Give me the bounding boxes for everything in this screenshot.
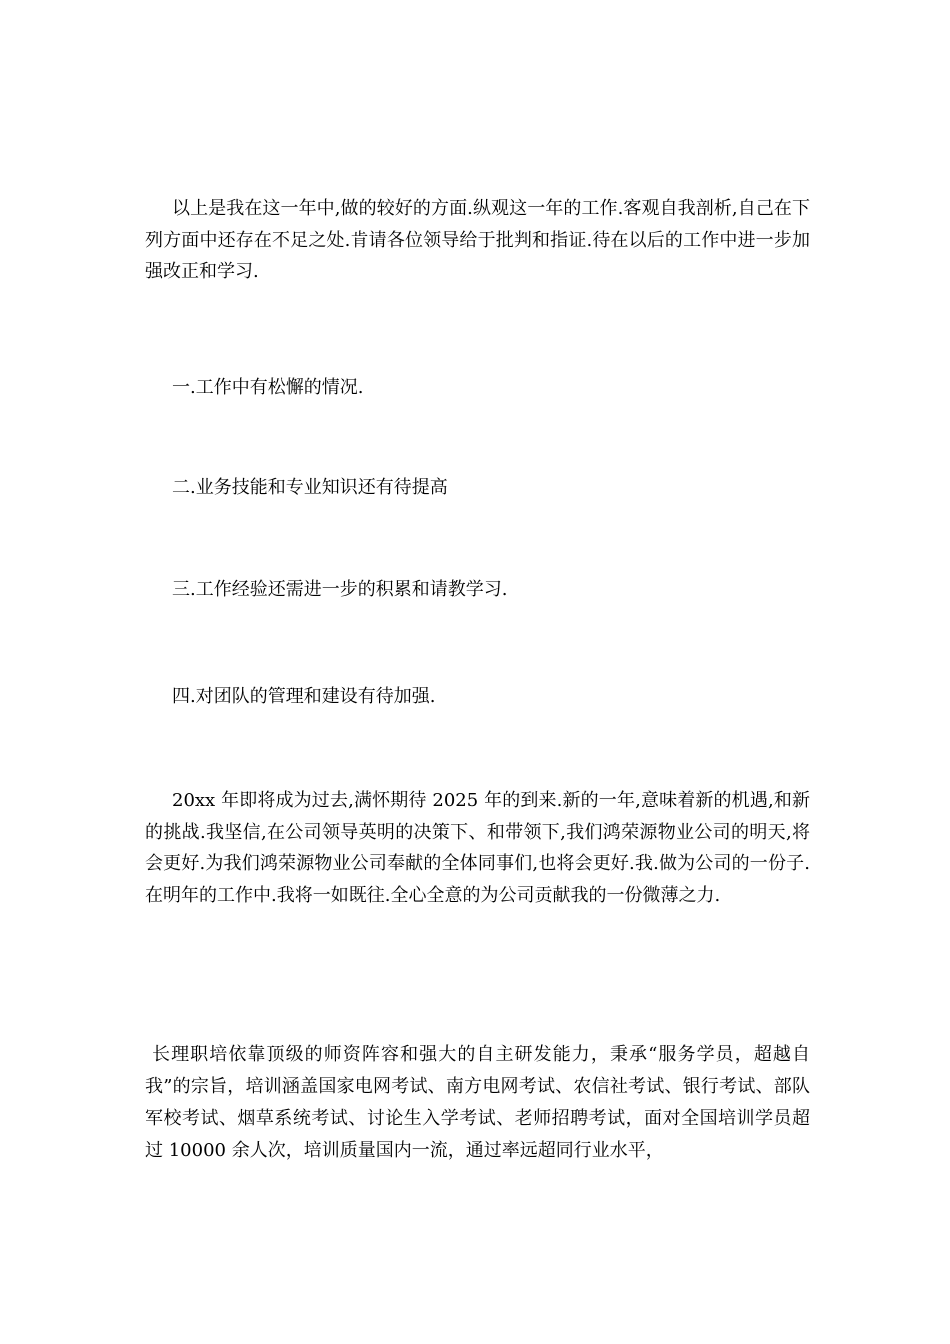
outlook-paragraph: 20xx 年即将成为过去,满怀期待 2025 年的到来.新的一年,意味着新的机遇,和新的挑战.我坚信,在公司领导英明的决策下、和带领下,我们鸿荣源物业公司的明天,将会更好.为我们鸿荣源物业公司奉献的全体同事们,也将会更好.我.做为公司的一份子.在明年的工作中.我将一如既往.全心全意的为公司贡献我的一份微薄之力. (145, 790, 810, 906)
training-ad-paragraph: 长理职培依靠顶级的师资阵容和强大的自主研发能力，秉承“服务学员，超越自我”的宗旨，培训涵盖国家电网考试、南方电网考试、农信社考试、银行考试、部队军校考试、烟草系统考试、讨论生入学考试、老师招聘考试，面对全国培训学员超过 10000 余人次，培训质量国内一流，通过率远超同行业水平， (145, 1044, 810, 1161)
intro-paragraph: 以上是我在这一年中,做的较好的方面.纵观这一年的工作.客观自我剖析,自己在下列方面中还存在不足之处.肯请各位领导给于批判和指证.待在以后的工作中进一步加强改正和学习. (145, 198, 810, 282)
shortcoming-item-3: 三.工作经验还需进一步的积累和请教学习. (172, 579, 508, 600)
shortcoming-item-4: 四.对团队的管理和建设有待加强. (172, 686, 436, 707)
shortcoming-item-2: 二.业务技能和专业知识还有待提高 (172, 477, 448, 498)
shortcoming-item-1: 一.工作中有松懈的情况. (172, 377, 364, 398)
